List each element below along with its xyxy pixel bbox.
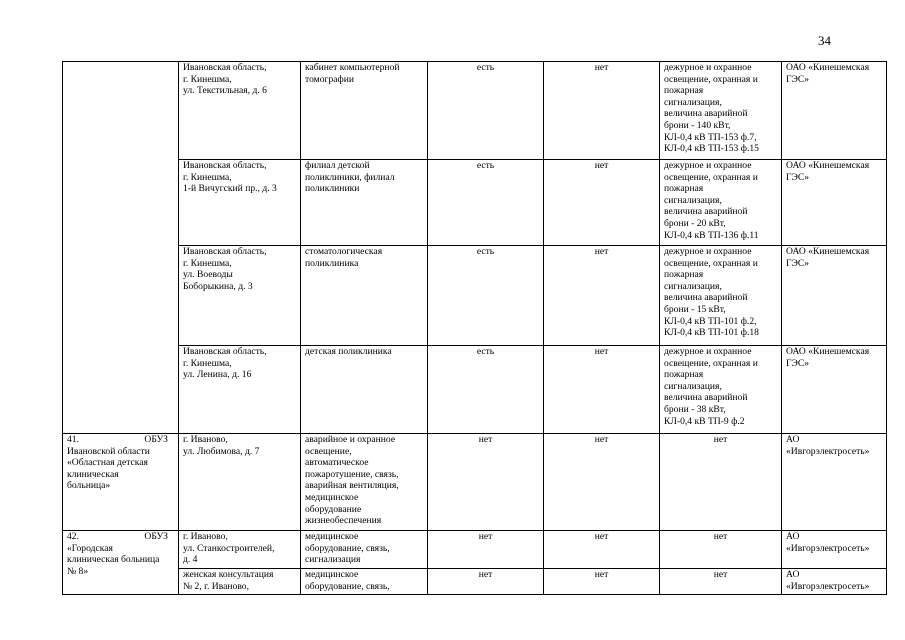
col5-cell: нет (544, 62, 660, 160)
facilities-table (62, 61, 887, 595)
col5-cell: нет (544, 569, 660, 595)
address-cell: Ивановская область, г. Кинешма, 1-й Вичугский пр., д. 3 (179, 160, 301, 246)
address-cell: женская консультация № 2, г. Иваново, (179, 569, 301, 595)
organization-cell (63, 434, 179, 531)
facility-cell: стоматологическая поликлиника (301, 246, 428, 346)
col5-cell: нет (544, 346, 660, 434)
facility-cell: медицинское оборудование, связь, (301, 569, 428, 595)
facility-cell: детская поликлиника (301, 346, 428, 434)
col4-cell: есть (428, 346, 544, 434)
facility-cell: кабинет компьютерной томографии (301, 62, 428, 160)
col5-cell: нет (544, 531, 660, 569)
col4-cell: нет (428, 569, 544, 595)
org-number: 42. (67, 531, 79, 542)
table-row (63, 346, 887, 434)
supplier-cell: АО «Ивгорэлектросеть» (782, 434, 887, 531)
supplier-cell: ОАО «Кинешемская ГЭС» (782, 246, 887, 346)
org-name: «Городская клиническая больница № 8» (67, 542, 160, 577)
security-cell: дежурное и охранное освещение, охранная и пожарная сигнализация, величина аварийной брони - 15 кВт, КЛ-0,4 кВ ТП-101 ф.2, КЛ-0,4 кВ ТП-101 ф.18 (660, 246, 782, 346)
facility-cell: медицинское оборудование, связь, сигнализация (301, 531, 428, 569)
address-cell: Ивановская область, г. Кинешма, ул. Текстильная, д. 6 (179, 62, 301, 160)
facility-cell: аварийное и охранное освещение, автоматическое пожаротушение, связь, аварийная вентиляция, медицинское оборудование жизнеобеспечения (301, 434, 428, 531)
col4-cell: есть (428, 160, 544, 246)
organization-cell (63, 62, 179, 434)
org-type: ОБУЗ (144, 531, 168, 542)
organization-cell (63, 531, 179, 595)
address-cell: Ивановская область, г. Кинешма, ул. Ленина, д. 16 (179, 346, 301, 434)
col5-cell: нет (544, 246, 660, 346)
page-number: 34 (818, 33, 831, 48)
table-row (63, 62, 887, 160)
table-row (63, 434, 887, 531)
facility-cell: филиал детской поликлиники, филиал поликлиники (301, 160, 428, 246)
supplier-cell: ОАО «Кинешемская ГЭС» (782, 160, 887, 246)
supplier-cell: АО «Ивгорэлектросеть» (782, 569, 887, 595)
col4-cell: есть (428, 62, 544, 160)
col5-cell: нет (544, 160, 660, 246)
table-row (63, 246, 887, 346)
security-cell: дежурное и охранное освещение, охранная и пожарная сигнализация, величина аварийной брони - 140 кВт, КЛ-0,4 кВ ТП-153 ф.7, КЛ-0,4 кВ ТП-153 ф.15 (660, 62, 782, 160)
col4-cell: нет (428, 434, 544, 531)
table-row (63, 569, 887, 595)
address-cell: г. Иваново, ул. Станкостроителей, д. 4 (179, 531, 301, 569)
col5-cell: нет (544, 434, 660, 531)
supplier-cell: ОАО «Кинешемская ГЭС» (782, 62, 887, 160)
table-row (63, 160, 887, 246)
col4-cell: есть (428, 246, 544, 346)
security-cell: нет (660, 569, 782, 595)
org-number: 41. (67, 434, 79, 445)
supplier-cell: АО «Ивгорэлектросеть» (782, 531, 887, 569)
address-cell: Ивановская область, г. Кинешма, ул. Воеводы Боборыкина, д. 3 (179, 246, 301, 346)
security-cell: дежурное и охранное освещение, охранная и пожарная сигнализация, величина аварийной брони - 38 кВт, КЛ-0,4 кВ ТП-9 ф.2 (660, 346, 782, 434)
supplier-cell: ОАО «Кинешемская ГЭС» (782, 346, 887, 434)
org-name: Ивановской области «Областная детская клиническая больница» (67, 445, 150, 492)
org-type: ОБУЗ (144, 434, 168, 445)
table-row (63, 531, 887, 569)
security-cell: нет (660, 434, 782, 531)
security-cell: нет (660, 531, 782, 569)
col4-cell: нет (428, 531, 544, 569)
address-cell: г. Иваново, ул. Любимова, д. 7 (179, 434, 301, 531)
security-cell: дежурное и охранное освещение, охранная и пожарная сигнализация, величина аварийной брони - 20 кВт, КЛ-0,4 кВ ТП-136 ф.11 (660, 160, 782, 246)
